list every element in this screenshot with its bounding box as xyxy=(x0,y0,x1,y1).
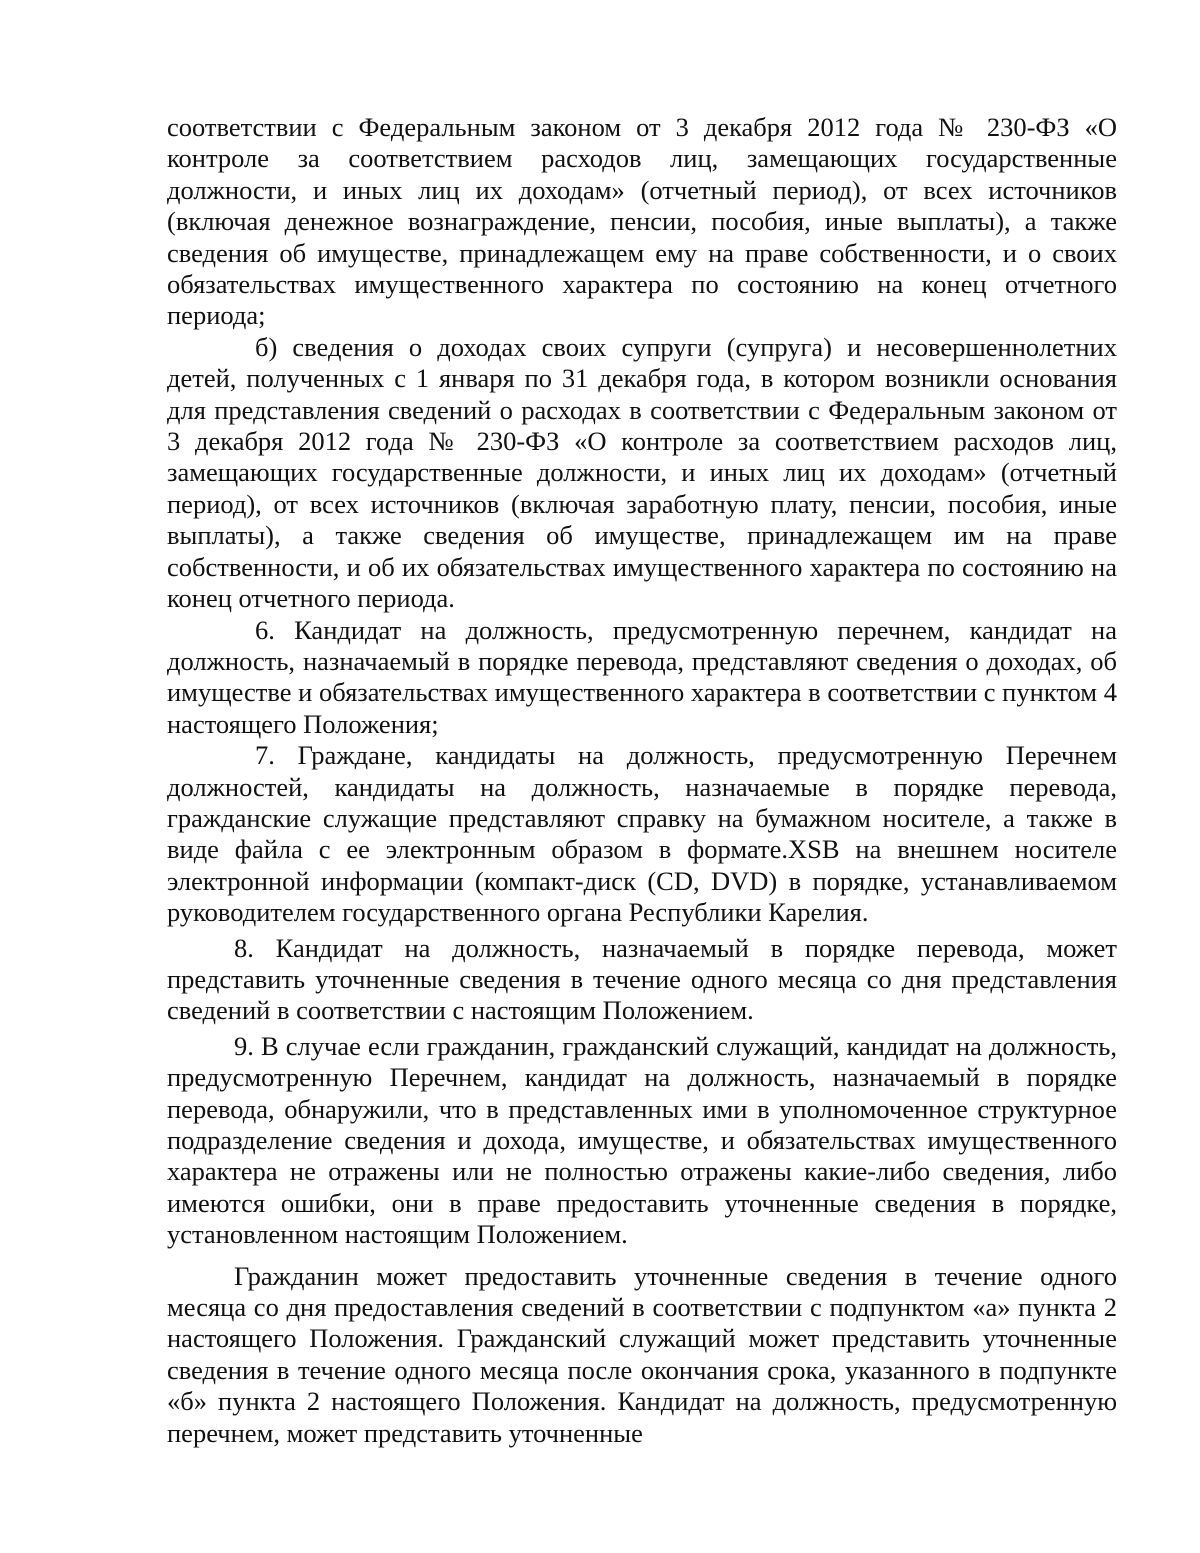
paragraph-subitem-b: б) сведения о доходах своих супруги (супруга) и несовершеннолетних детей, полученных с 1 января по 31 декабря года, в котором возникли основания для представления сведений о расходах в соответствии с Федеральным законом от 3 декабря 2012 года № 230-ФЗ «О контроле за соответствием расходов лиц, замещающих государственные должности, и иных лиц их доходам» (отчетный период), от всех источников (включая заработную плату, пенсии, пособия, иные выплаты), а также сведения об имуществе, принадлежащем им на праве собственности, и об их обязательствах имущественного характера по состоянию на конец отчетного периода. xyxy=(167,331,1117,614)
paragraph-item-6: 6. Кандидат на должность, предусмотренную перечнем, кандидат на должность, назначаемый в порядке перевода, представляют сведения о доходах, об имуществе и обязательствах имущественного характера в соответствии с пунктом 4 настоящего Положения; xyxy=(167,614,1117,739)
paragraph-item-8: 8. Кандидат на должность, назначаемый в порядке перевода, может представить уточненные сведения в течение одного месяца со дня представления сведений в соответствии с настоящим Положением. xyxy=(167,932,1117,1026)
paragraph-item-7: 7. Граждане, кандидаты на должность, предусмотренную Перечнем должностей, кандидаты на должность, назначаемые в порядке перевода, гражданские служащие представляют справку на бумажном носителе, а также в виде файла с ее электронным образом в формате.XSB на внешнем носителе электронной информации (компакт-диск (CD, DVD) в порядке, устанавливаемом руководителем государственного органа Республики Карелия. xyxy=(167,740,1117,928)
document-page xyxy=(167,112,1117,1449)
paragraph-citizen-clarification: Гражданин может предоставить уточненные сведения в течение одного месяца со дня предоставления сведений в соответствии с подпунктом «а» пункта 2 настоящего Положения. Гражданский служащий может представить уточненные сведения в течение одного месяца после окончания срока, указанного в подпункте «б» пункта 2 настоящего Положения. Кандидат на должность, предусмотренную перечнем, может представить уточненные xyxy=(167,1260,1117,1448)
paragraph-continuation: соответствии с Федеральным законом от 3 декабря 2012 года № 230-ФЗ «О контроле за соответствием расходов лиц, замещающих государственные должности, и иных лиц их доходам» (отчетный период), от всех источников (включая денежное вознаграждение, пенсии, пособия, иные выплаты), а также сведения об имуществе, принадлежащем ему на праве собственности, и о своих обязательствах имущественного характера по состоянию на конец отчетного периода; xyxy=(167,112,1117,331)
paragraph-item-9: 9. В случае если гражданин, гражданский служащий, кандидат на должность, предусмотренную Перечнем, кандидат на должность, назначаемый в порядке перевода, обнаружили, что в представленных ими в уполномоченное структурное подразделение сведения и дохода, имуществе, и обязательствах имущественного характера не отражены или не полностью отражены какие-либо сведения, либо имеются ошибки, они в праве предоставить уточненные сведения в порядке, установленном настоящим Положением. xyxy=(167,1030,1117,1250)
